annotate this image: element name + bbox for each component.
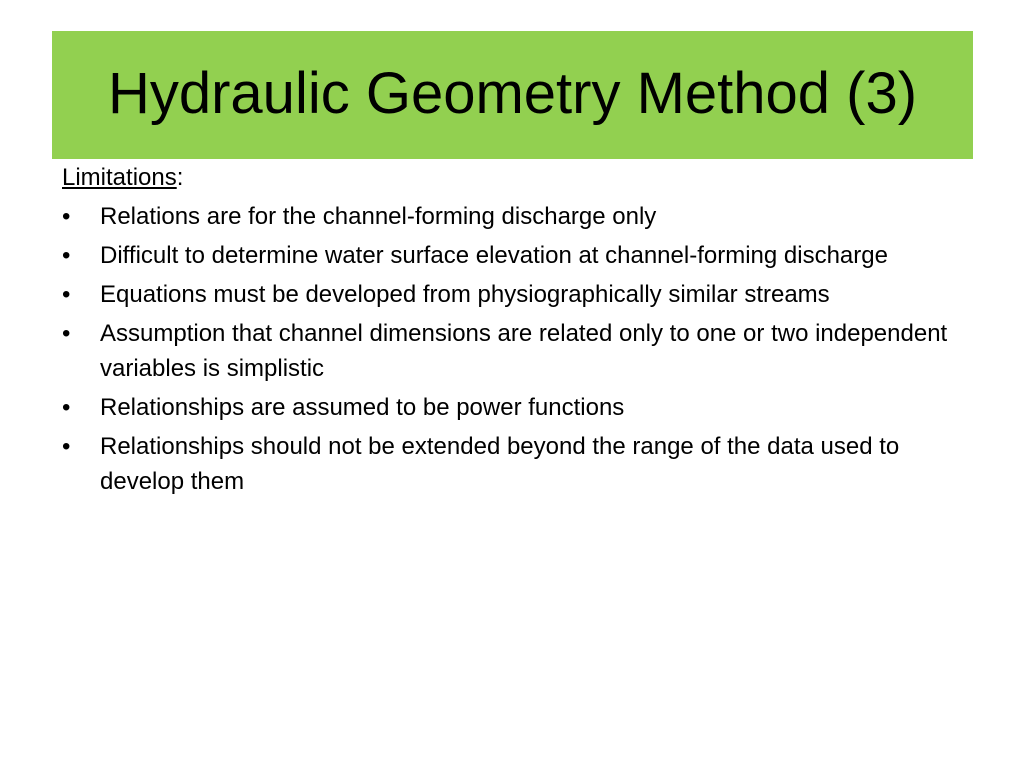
bullet-item	[62, 277, 962, 312]
bullet-text: Difficult to determine water surface elevation at channel-forming discharge	[100, 242, 888, 269]
bullet-text: Assumption that channel dimensions are related only to one or two independent variables is simplistic	[100, 320, 948, 382]
bullet-icon: •	[62, 433, 71, 460]
title-banner	[52, 31, 973, 159]
bullet-icon: •	[62, 394, 71, 421]
section-heading	[62, 160, 962, 195]
bullet-text: Relationships should not be extended beyond the range of the data used to develop them	[100, 433, 900, 495]
bullet-icon: •	[62, 281, 71, 308]
bullet-item	[62, 238, 962, 273]
bullet-text: Relations are for the channel-forming discharge only	[100, 203, 657, 230]
bullet-text: Relationships are assumed to be power functions	[100, 394, 625, 421]
bullet-item	[62, 390, 962, 425]
slide-body	[62, 160, 962, 503]
bullet-list	[62, 199, 962, 499]
bullet-icon: •	[62, 242, 71, 269]
bullet-icon: •	[62, 203, 71, 230]
section-heading-colon: :	[176, 164, 184, 191]
bullet-icon: •	[62, 320, 71, 347]
bullet-text: Equations must be developed from physiographically similar streams	[100, 281, 830, 308]
slide-title: Hydraulic Geometry Method (3)	[107, 61, 918, 126]
section-heading-label: Limitations	[62, 164, 177, 191]
bullet-item	[62, 429, 962, 499]
bullet-item	[62, 199, 962, 234]
bullet-item	[62, 316, 962, 386]
